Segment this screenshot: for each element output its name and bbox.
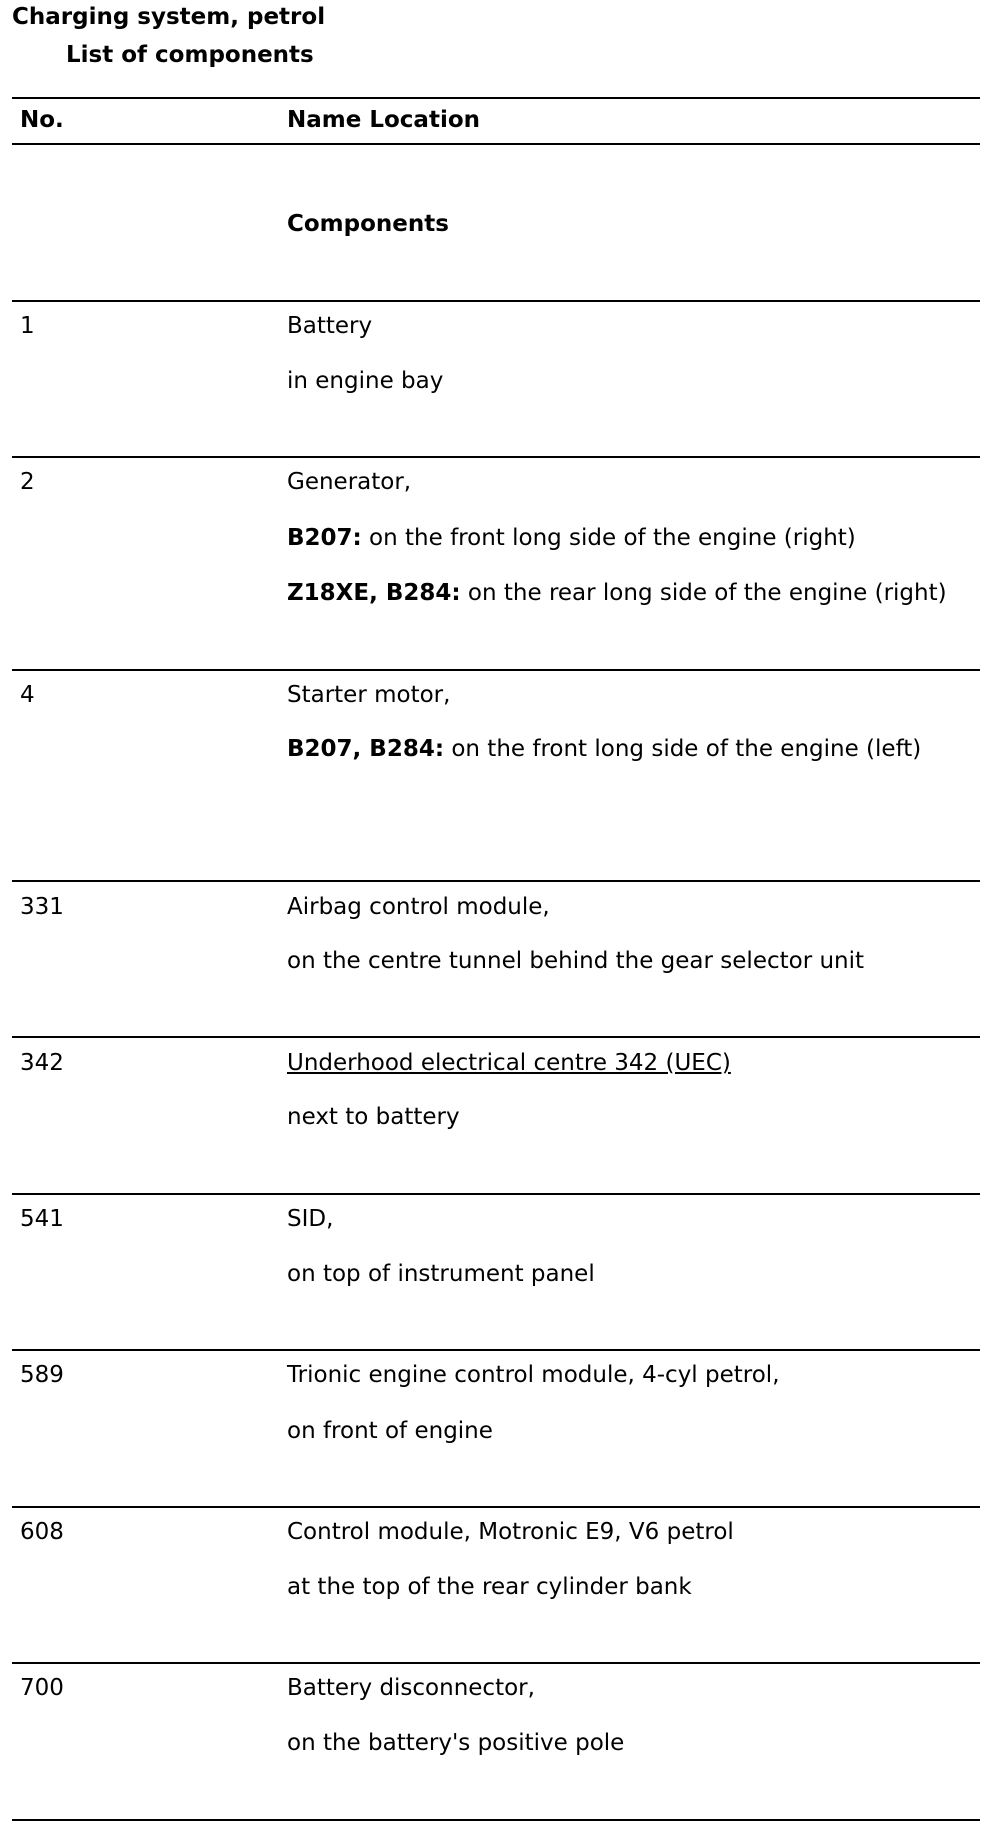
- row-divider: [12, 880, 980, 882]
- location-text: on the rear long side of the engine (right): [460, 580, 947, 606]
- table-bottom-rule: [12, 1819, 980, 1821]
- component-name: Battery: [287, 313, 373, 339]
- location-text: on the centre tunnel behind the gear selector unit: [287, 948, 865, 974]
- page-title: Charging system, petrol: [12, 4, 326, 30]
- row-divider: [12, 300, 980, 302]
- location-text: on top of instrument panel: [287, 1261, 595, 1287]
- location-text: on front of engine: [287, 1418, 493, 1444]
- location-text: on the front long side of the engine (right): [361, 525, 856, 551]
- component-name: Battery disconnector,: [287, 1675, 535, 1701]
- section-heading: Components: [287, 211, 449, 237]
- row-divider: [12, 1193, 980, 1195]
- location-prefix: B207, B284:: [287, 736, 445, 762]
- location-text: in engine bay: [287, 368, 444, 394]
- location-text: next to battery: [287, 1104, 460, 1130]
- row-divider: [12, 1036, 980, 1038]
- component-name: Airbag control module,: [287, 894, 550, 920]
- component-name: Trionic engine control module, 4-cyl petrol,: [287, 1362, 780, 1388]
- component-name: Control module, Motronic E9, V6 petrol: [287, 1519, 734, 1545]
- component-location: [287, 368, 443, 396]
- component-location: [287, 1104, 460, 1132]
- column-header-no: No.: [20, 107, 64, 133]
- row-divider: [12, 1662, 980, 1664]
- component-location: [287, 1574, 692, 1602]
- row-number: 2: [20, 469, 35, 495]
- location-prefix: B207:: [287, 525, 362, 551]
- column-header-name-location: Name Location: [287, 107, 481, 133]
- page-subtitle: List of components: [66, 42, 314, 68]
- component-name: SID,: [287, 1206, 334, 1232]
- component-location: [287, 1418, 493, 1446]
- row-number: 541: [20, 1206, 64, 1232]
- row-number: 608: [20, 1519, 64, 1545]
- component-name: Starter motor,: [287, 682, 451, 708]
- component-location: [287, 1730, 624, 1758]
- component-location: [287, 525, 856, 553]
- component-location: [287, 948, 864, 976]
- row-number: 331: [20, 894, 64, 920]
- row-divider: [12, 1506, 980, 1508]
- row-divider: [12, 669, 980, 671]
- row-number: 589: [20, 1362, 64, 1388]
- row-number: 1: [20, 313, 35, 339]
- location-text: at the top of the rear cylinder bank: [287, 1574, 692, 1600]
- row-divider: [12, 456, 980, 458]
- component-name: Generator,: [287, 469, 412, 495]
- component-location: [287, 1261, 595, 1289]
- row-divider: [12, 1349, 980, 1351]
- row-number: 342: [20, 1050, 64, 1076]
- location-text: on the battery's positive pole: [287, 1730, 625, 1756]
- header-bottom-rule: [12, 143, 980, 145]
- component-location: [287, 580, 947, 608]
- row-number: 700: [20, 1675, 64, 1701]
- table-top-rule: [12, 97, 980, 99]
- component-name-link[interactable]: Underhood electrical centre 342 (UEC): [287, 1050, 731, 1076]
- location-text: on the front long side of the engine (left): [444, 736, 922, 762]
- location-prefix: Z18XE, B284:: [287, 580, 461, 606]
- row-number: 4: [20, 682, 35, 708]
- component-location: [287, 736, 921, 764]
